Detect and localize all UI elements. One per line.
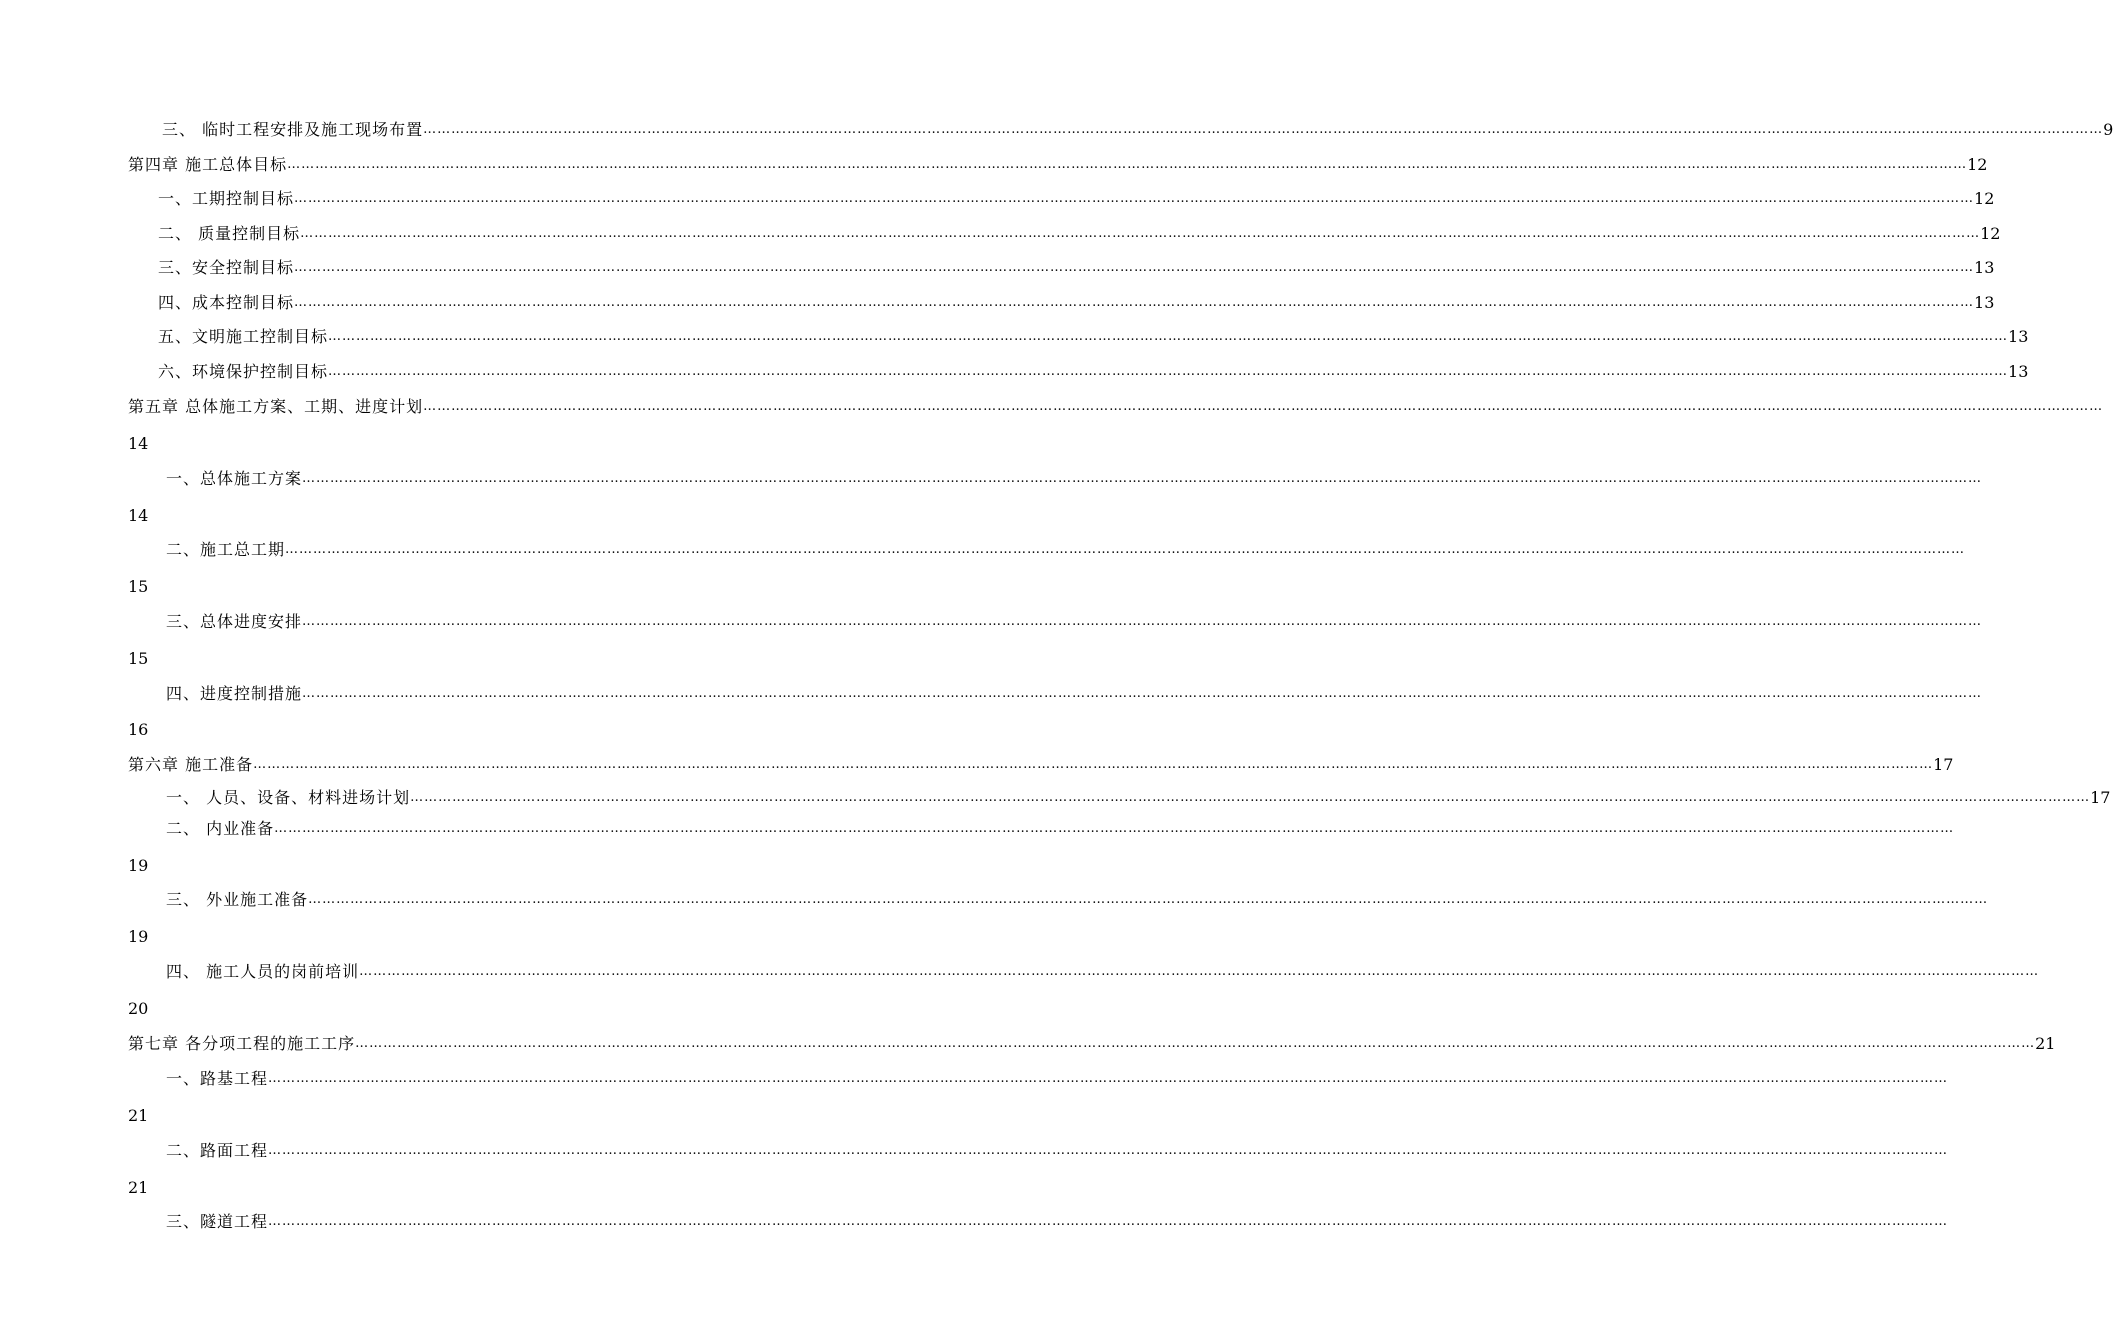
toc-entry-page: 16 bbox=[128, 720, 149, 739]
toc-entry-label: 一、路基工程 bbox=[166, 1069, 269, 1088]
toc-leader: ……………………………………………………………………………………………………………………………………………………………………………………………………………………………………………………………………………………………………………………………… bbox=[423, 399, 2104, 414]
toc-entry-page: 17 bbox=[2090, 788, 2111, 807]
toc-leader: ……………………………………………………………………………………………………………………………………………………………………………………………………………………………………………………………………………………………………………………………… bbox=[294, 191, 1975, 206]
toc-entry-label: 二、 质量控制目标 bbox=[158, 224, 301, 243]
toc-entry-label: 三、隧道工程 bbox=[166, 1212, 269, 1231]
toc-entry-page: 19 bbox=[128, 927, 149, 946]
toc-leader: ……………………………………………………………………………………………………………………………………………………………………………………………………………………………………………………………………………………………………………………………… bbox=[300, 226, 1981, 241]
toc-entry-page: 14 bbox=[128, 434, 149, 453]
toc-entry-label: 一、 人员、设备、材料进场计划 bbox=[166, 788, 411, 807]
toc-entry bbox=[166, 1066, 1949, 1092]
toc-entry-page: 14 bbox=[128, 506, 149, 525]
toc-entry-label: 第五章 总体施工方案、工期、进度计划 bbox=[128, 397, 424, 416]
toc-leader: ……………………………………………………………………………………………………………………………………………………………………………………………………………………………………………………………………………………………………………………………… bbox=[423, 122, 2104, 137]
toc-chapter bbox=[128, 752, 1954, 778]
toc-entry bbox=[158, 359, 2029, 385]
toc-leader: ……………………………………………………………………………………………………………………………………………………………………………………………………………………………………………………………………………………………………………………………… bbox=[268, 1214, 1949, 1229]
toc-entry bbox=[166, 1209, 1949, 1235]
toc-entry bbox=[166, 785, 2111, 811]
toc-entry-label: 一、工期控制目标 bbox=[158, 189, 295, 208]
toc-entry-page: 19 bbox=[128, 856, 149, 875]
toc-entry bbox=[158, 324, 2029, 350]
toc-entry bbox=[166, 816, 1955, 842]
toc-entry-label: 二、 内业准备 bbox=[166, 819, 275, 838]
toc-entry-label: 第六章 施工准备 bbox=[128, 755, 254, 774]
toc-entry bbox=[166, 959, 2040, 985]
toc-leader: ……………………………………………………………………………………………………………………………………………………………………………………………………………………………………………………………………………………………………………………………… bbox=[287, 157, 1968, 172]
toc-entry-page: 17 bbox=[1933, 755, 1954, 774]
toc-entry-label: 四、 施工人员的岗前培训 bbox=[166, 962, 360, 981]
toc-chapter bbox=[128, 152, 1988, 178]
toc-leader: ……………………………………………………………………………………………………………………………………………………………………………………………………………………………………………………………………………………………………………………………… bbox=[328, 364, 2009, 379]
toc-entry-label: 一、总体施工方案 bbox=[166, 469, 303, 488]
toc-entry-page: 15 bbox=[128, 649, 149, 668]
toc-entry-page: 12 bbox=[1980, 224, 2001, 243]
toc-entry-page: 13 bbox=[1974, 293, 1995, 312]
toc-entry-label: 第七章 各分项工程的施工工序 bbox=[128, 1034, 356, 1053]
toc-leader: ……………………………………………………………………………………………………………………………………………………………………………………………………………………………………………………………………………………………………………………………… bbox=[302, 686, 1983, 701]
toc-entry-page: 15 bbox=[128, 577, 149, 596]
toc-entry-label: 四、进度控制措施 bbox=[166, 684, 303, 703]
toc-entry bbox=[158, 221, 2001, 247]
toc-leader: ……………………………………………………………………………………………………………………………………………………………………………………………………………………………………………………………………………………………………………………………… bbox=[410, 790, 2091, 805]
toc-entry-page: 21 bbox=[128, 1106, 149, 1125]
toc-entry-label: 三、安全控制目标 bbox=[158, 258, 295, 277]
toc-entry-page: 13 bbox=[2008, 362, 2029, 381]
toc-entry-page: 9 bbox=[2103, 120, 2113, 139]
toc-entry-page: 21 bbox=[128, 1178, 149, 1197]
toc-leader: ……………………………………………………………………………………………………………………………………………………………………………………………………………………………………………………………………………………………………………………………… bbox=[302, 471, 1983, 486]
toc-entry-label: 二、路面工程 bbox=[166, 1141, 269, 1160]
toc-leader: ……………………………………………………………………………………………………………………………………………………………………………………………………………………………………………………………………………………………………………………………… bbox=[294, 260, 1975, 275]
toc-entry-page: 13 bbox=[2008, 327, 2029, 346]
toc-entry bbox=[166, 1138, 1949, 1164]
toc-entry bbox=[166, 537, 1966, 563]
toc-entry-label: 五、文明施工控制目标 bbox=[158, 327, 329, 346]
toc-entry-page: 13 bbox=[1974, 258, 1995, 277]
toc-leader: ……………………………………………………………………………………………………………………………………………………………………………………………………………………………………………………………………………………………………………………………… bbox=[308, 892, 1989, 907]
toc-entry-label: 四、成本控制目标 bbox=[158, 293, 295, 312]
toc-entry bbox=[158, 290, 1995, 316]
toc-entry-label: 第四章 施工总体目标 bbox=[128, 155, 288, 174]
toc-chapter bbox=[128, 394, 2104, 420]
toc-entry-label: 三、总体进度安排 bbox=[166, 612, 303, 631]
toc-entry-label: 三、 临时工程安排及施工现场布置 bbox=[162, 120, 424, 139]
toc-entry-label: 三、 外业施工准备 bbox=[166, 890, 309, 909]
toc-entry-page: 21 bbox=[2035, 1034, 2056, 1053]
toc-entry bbox=[158, 255, 1995, 281]
toc-entry bbox=[166, 681, 1983, 707]
toc-entry-page: 12 bbox=[1974, 189, 1995, 208]
toc-leader: ……………………………………………………………………………………………………………………………………………………………………………………………………………………………………………………………………………………………………………………………… bbox=[355, 1036, 2036, 1051]
toc-leader: ……………………………………………………………………………………………………………………………………………………………………………………………………………………………………………………………………………………………………………………………… bbox=[285, 542, 1966, 557]
toc-entry bbox=[166, 887, 1989, 913]
toc-entry bbox=[166, 466, 1983, 492]
toc-entry bbox=[158, 186, 1995, 212]
toc-entry bbox=[162, 117, 2113, 143]
toc-entry-page: 12 bbox=[1967, 155, 1988, 174]
toc-chapter bbox=[128, 1031, 2056, 1057]
toc-leader: ……………………………………………………………………………………………………………………………………………………………………………………………………………………………………………………………………………………………………………………………… bbox=[268, 1071, 1949, 1086]
toc-leader: ……………………………………………………………………………………………………………………………………………………………………………………………………………………………………………………………………………………………………………………………… bbox=[302, 614, 1983, 629]
toc-leader: ……………………………………………………………………………………………………………………………………………………………………………………………………………………………………………………………………………………………………………………………… bbox=[294, 295, 1975, 310]
toc-entry-label: 二、施工总工期 bbox=[166, 540, 286, 559]
toc-leader: ……………………………………………………………………………………………………………………………………………………………………………………………………………………………………………………………………………………………………………………………… bbox=[253, 757, 1934, 772]
toc-leader: ……………………………………………………………………………………………………………………………………………………………………………………………………………………………………………………………………………………………………………………………… bbox=[268, 1143, 1949, 1158]
toc-entry-page: 20 bbox=[128, 999, 149, 1018]
toc-leader: ……………………………………………………………………………………………………………………………………………………………………………………………………………………………………………………………………………………………………………………………… bbox=[274, 821, 1955, 836]
toc-leader: ……………………………………………………………………………………………………………………………………………………………………………………………………………………………………………………………………………………………………………………………… bbox=[359, 964, 2040, 979]
toc-leader: ……………………………………………………………………………………………………………………………………………………………………………………………………………………………………………………………………………………………………………………………… bbox=[328, 329, 2009, 344]
toc-entry bbox=[166, 609, 1983, 635]
toc-entry-label: 六、环境保护控制目标 bbox=[158, 362, 329, 381]
